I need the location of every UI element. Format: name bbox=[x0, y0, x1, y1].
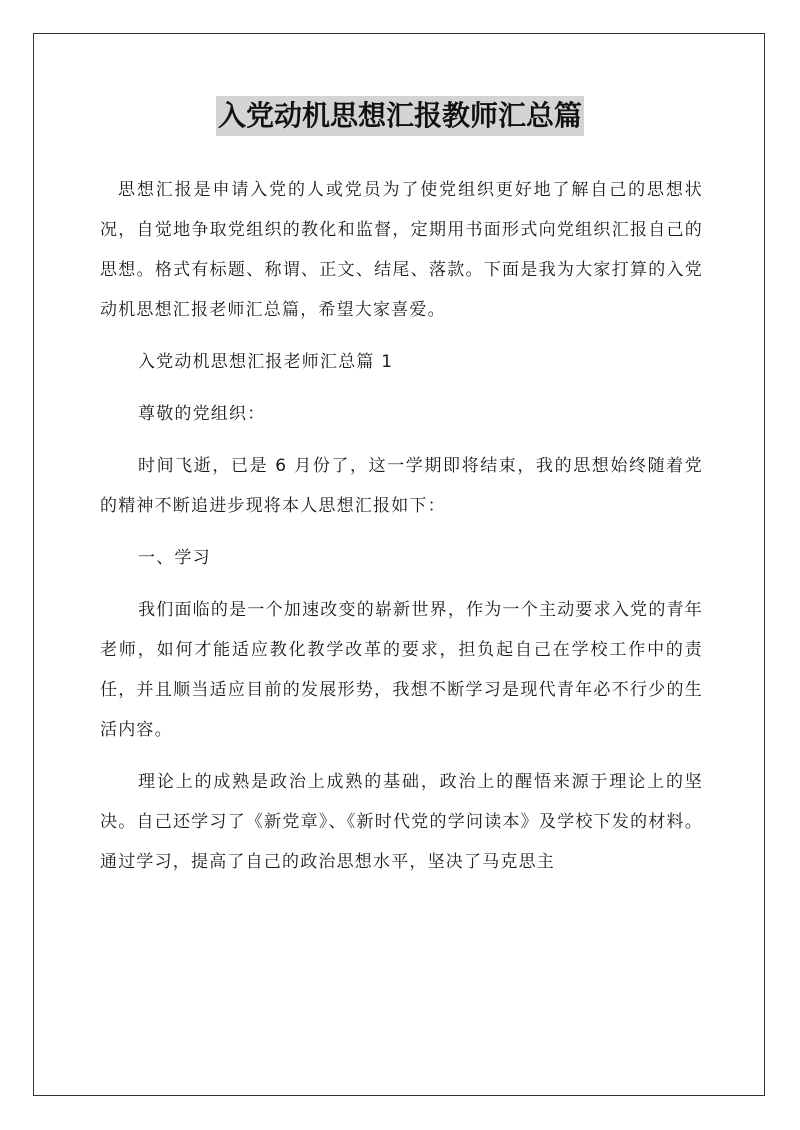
title-container bbox=[0, 96, 800, 136]
study-paragraph-2: 理论上的成熟是政治上成熟的基础，政治上的醒悟来源于理论上的坚决。自己还学习了《新党章》、《新时代党的学问读本》及学校下发的材料。通过学习，提高了自己的政治思想水平，坚决了马克思主 bbox=[100, 772, 703, 872]
section-heading: 入党动机思想汇报老师汇总篇 1 bbox=[138, 352, 394, 372]
document-title: 入党动机思想汇报教师汇总篇 bbox=[216, 96, 584, 136]
intro-paragraph: 思想汇报是申请入党的人或党员为了使党组织更好地了解自己的思想状况，自觉地争取党组织的教化和监督，定期用书面形式向党组织汇报自己的思想。格式有标题、称谓、正文、结尾、落款。下面是我为大家打算的入党动机思想汇报老师汇总篇，希望大家喜爱。 bbox=[100, 180, 703, 320]
subheading-study: 一、学习 bbox=[138, 548, 211, 568]
study-paragraph-1: 我们面临的是一个加速改变的崭新世界，作为一个主动要求入党的青年老师，如何才能适应教化教学改革的要求，担负起自己在学校工作中的责任，并且顺当适应目前的发展形势，我想不断学习是现代青年必不行少的生活内容。 bbox=[100, 600, 703, 740]
salutation: 尊敬的党组织： bbox=[138, 404, 266, 424]
document-body bbox=[100, 170, 703, 882]
opening-paragraph: 时间飞逝，已是 6 月份了，这一学期即将结束，我的思想始终随着党的精神不断追进步现将本人思想汇报如下： bbox=[100, 456, 703, 516]
